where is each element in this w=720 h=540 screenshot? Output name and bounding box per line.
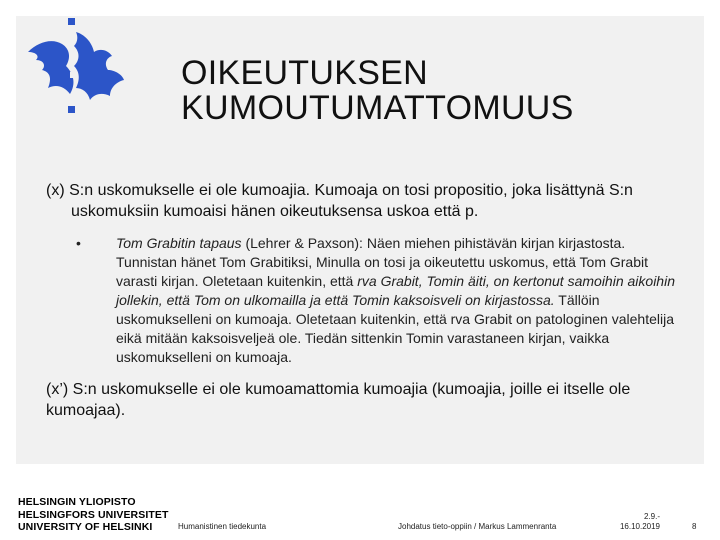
footer-faculty: Humanistinen tiedekunta	[178, 522, 267, 531]
university-logo-icon	[18, 14, 138, 122]
bullet-marker: •	[76, 235, 81, 251]
bullet-item	[46, 234, 686, 367]
paragraph-x: (x) S:n uskomukselle ei ole kumoajia. Kumoaja on tosi propositio, joka lisättynä S:n uskomuksiin kumoaisi hänen oikeutuksensa uskoa että p.	[46, 182, 633, 220]
footer-date-line-1: 2.9.-	[643, 512, 660, 521]
university-name-en: UNIVERSITY OF HELSINKI	[18, 521, 153, 533]
title-line-1: OIKEUTUKSEN	[181, 54, 429, 92]
slide-title	[181, 56, 681, 126]
bullet-emphasis-defeater: rva Grabit, Tomin äiti, on kertonut samoihin aikoihin jollekin, että Tom on ulkomailla ja että Tomin kaksoisveli on kirjastossa.	[116, 273, 675, 308]
title-line-2: KUMOUTUMATTOMUUS	[181, 89, 574, 127]
university-name-fi: HELSINGIN YLIOPISTO	[18, 496, 136, 508]
slide-footer	[0, 470, 720, 540]
footer-course: Johdatus tieto-oppiin / Markus Lammenranta	[398, 522, 557, 531]
university-name	[18, 496, 168, 534]
bullet-emphasis-case-name: Tom Grabitin tapaus	[116, 235, 242, 251]
bullet-text-part-1: (Lehrer & Paxson): Näen miehen pihistävän kirjan kirjastosta. Tunnistan hänet Tom Grabitiksi, Minulla on tosi ja oikeutettu uskomus, että Tom Grabit varasti kirjan. Oletetaan kuitenkin, että	[116, 235, 648, 289]
paragraph-x-prime: (x’) S:n uskomukselle ei ole kumoamattomia kumoajia (kumoajia, joille ei itselle ole kumoajaa).	[46, 381, 631, 419]
university-name-sv: HELSINGFORS UNIVERSITET	[18, 508, 169, 521]
page-number: 8	[692, 522, 697, 531]
slide-body	[46, 180, 686, 421]
footer-date	[612, 512, 660, 532]
footer-date-line-2: 16.10.2019	[619, 522, 660, 531]
bullet-text-part-2: Tällöin uskomukselleni on kumoaja. Oletetaan kuitenkin, että rva Grabit on patologinen valehtelija eikä mitään kaksoisveljeä ole. Tiedän sittenkin Tomin varastaneen kirjan, vaikka uskomukselleni on kumoaja.	[116, 292, 674, 365]
